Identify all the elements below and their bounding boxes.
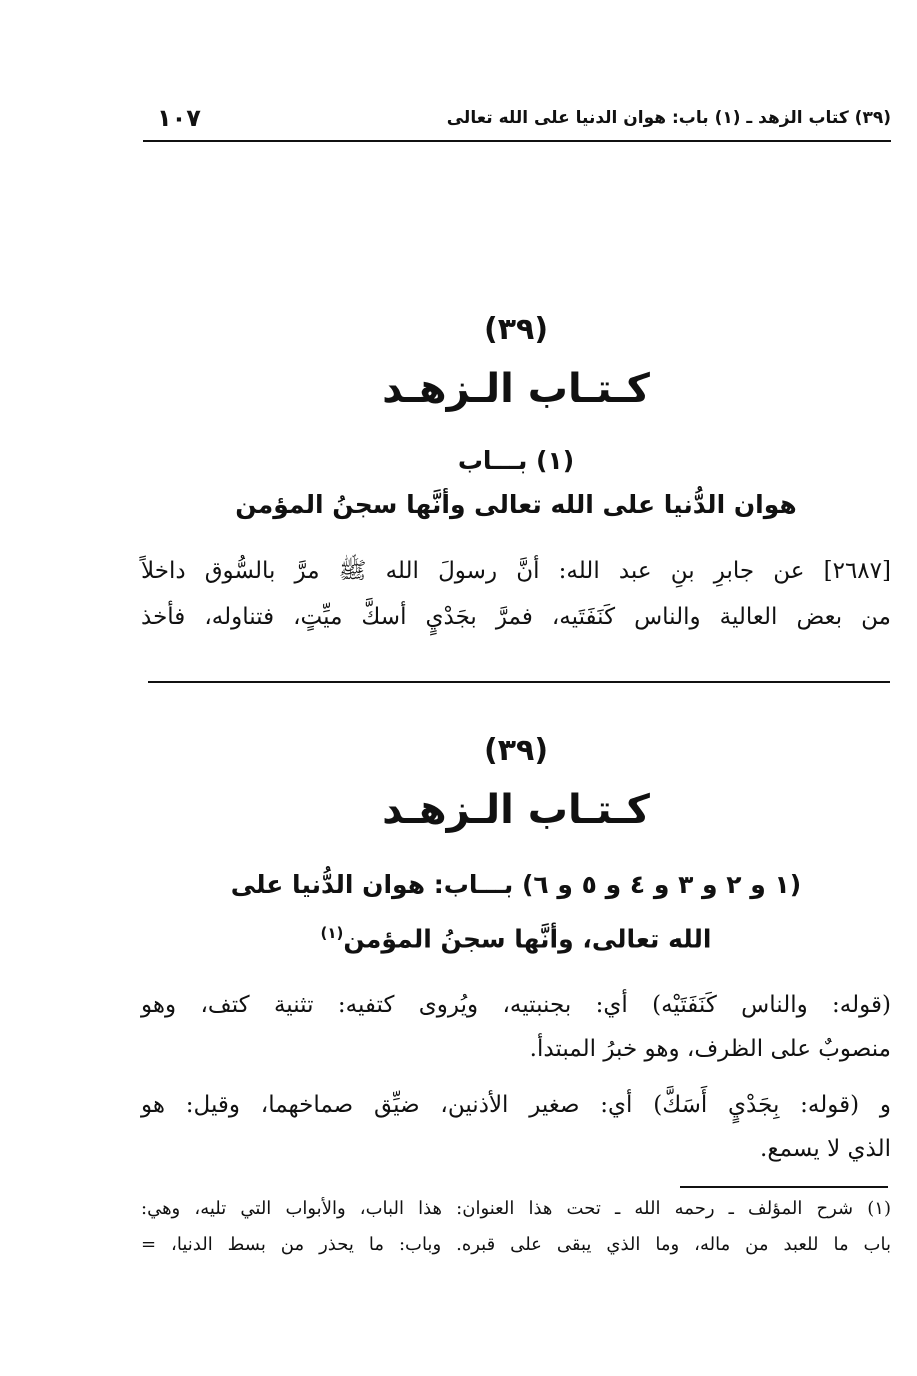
commentary-book-number: (٣٩) xyxy=(483,733,549,768)
footnote-line: باب ما للعبد من ماله، وما الذي يبقى على قبره. وباب: ما يحذر من بسط الدنيا، = xyxy=(141,1234,891,1255)
hadith-line: [٢٦٨٧] عن جابرِ بنِ عبد الله: أنَّ رسولَ الله ﷺ مرَّ بالسُّوق داخلاً xyxy=(141,558,891,584)
commentary-book-title: كـتـاب الـزهـد xyxy=(382,787,650,833)
commentary-chapter-title: (١ و ٢ و ٣ و ٤ و ٥ و ٦) بـــاب: هوان الدُّنيا على xyxy=(230,870,802,899)
commentary-chapter-title-continued xyxy=(140,924,892,953)
chapter-title: هوان الدُّنيا على الله تعالى وأنَّها سجنُ المؤمن xyxy=(235,490,797,519)
commentary-chapter-title-line2: الله تعالى، وأنَّها سجنُ المؤمن xyxy=(343,924,712,954)
running-header-title: (٣٩) كتاب الزهد ـ (١) باب: هوان الدنيا على الله تعالى xyxy=(446,108,891,128)
commentary-line: الذي لا يسمع. xyxy=(760,1136,891,1162)
commentary-line: (قوله: والناس كَنَفَتَيْه) أي: بجنبتيه، ويُروى كتفيه: تثنية كتف، وهو xyxy=(141,992,891,1018)
page-number: ١٠٧ xyxy=(157,104,201,132)
commentary-line: منصوبٌ على الظرف، وهو خبرُ المبتدأ. xyxy=(529,1036,891,1062)
commentary-line: و (قوله: بِجَدْيٍ أَسَكَّ) أي: صغير الأذنين، ضيِّق صماخهما، وقيل: هو xyxy=(141,1092,891,1118)
section-divider xyxy=(148,681,890,683)
chapter-label: (١) بـــاب xyxy=(457,446,575,475)
book-title: كـتـاب الـزهـد xyxy=(382,366,650,412)
header-rule xyxy=(143,140,891,142)
running-header xyxy=(143,104,891,138)
book-number: (٣٩) xyxy=(483,312,549,347)
footnote-rule xyxy=(680,1186,888,1188)
footnote-reference: (١) xyxy=(320,924,344,942)
hadith-line: من بعض العالية والناس كَنَفَتَيه، فمرَّ بجَدْيٍ أسكَّ ميِّتٍ، فتناوله، فأخذ xyxy=(141,604,891,630)
footnote-line: (١) شرح المؤلف ـ رحمه الله ـ تحت هذا العنوان: هذا الباب، والأبواب التي تليه، وهي: xyxy=(141,1198,891,1219)
